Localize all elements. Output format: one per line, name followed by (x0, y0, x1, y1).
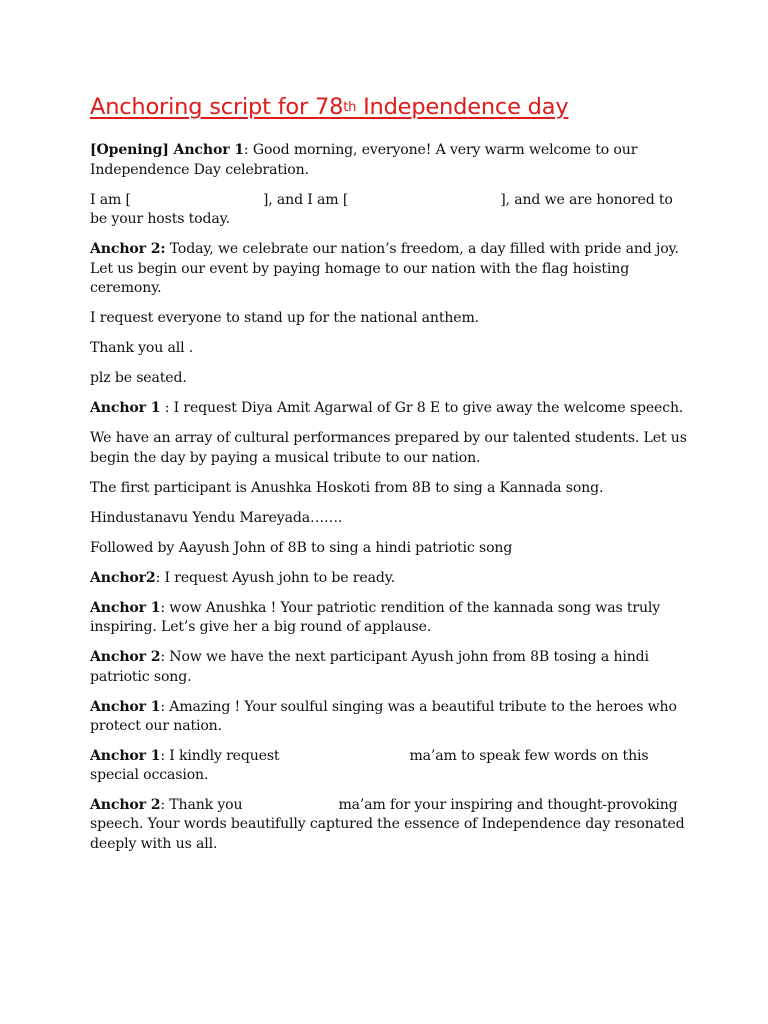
paragraph-followed-by: Followed by Aayush John of 8B to sing a hindi patriotic song (90, 539, 513, 556)
paragraph-text: : Now we have the next participant Ayush john from 8B tosing a hindi patriotic song. (90, 649, 649, 685)
speaker-label: Anchor 1 (90, 747, 161, 764)
speaker-label: Anchor 1 (90, 599, 161, 616)
title-main: Anchoring script for 78 (90, 94, 344, 120)
paragraph-text: : I request Ayush john to be ready. (155, 569, 395, 586)
paragraph-text: I am [ (90, 191, 131, 208)
title-superscript: th (343, 100, 357, 115)
paragraph-welcome-speech (90, 399, 690, 419)
paragraph-seated: plz be seated. (90, 370, 187, 386)
document-body (90, 141, 690, 865)
paragraph-thanks: Thank you all . (90, 340, 194, 356)
paragraph-anchor2-ready (90, 569, 690, 589)
speaker-label: Anchor 1 (90, 698, 161, 715)
paragraph-opening (90, 141, 690, 180)
speaker-label: Anchor2 (90, 569, 156, 586)
speaker-label: Anchor 2 (90, 649, 161, 665)
speaker-label: [Opening] Anchor 1 (90, 142, 244, 158)
paragraph-text: : Good morning, everyone! A very warm welcome to our Independence Day celebration. (90, 142, 638, 178)
paragraph-anthem: I request everyone to stand up for the national anthem. (90, 310, 479, 326)
paragraph-first-participant: The first participant is Anushka Hoskoti from 8B to sing a Kannada song. (90, 479, 604, 496)
paragraph-text: : wow Anushka ! Your patriotic rendition of the kannada song was truly inspiring. Let’s give her a big round of applause. (90, 599, 661, 635)
document-title (90, 94, 568, 120)
paragraph-anchor1-request (90, 747, 690, 786)
paragraph-text: ], and we are honored to be your hosts today. (90, 191, 673, 227)
paragraph-text: : I kindly request (160, 747, 280, 764)
paragraph-cultural: We have an array of cultural performances prepared by our talented students. Let us begin the day by paying a musical tribute to our nation. (90, 430, 687, 466)
paragraph-anchor2-intro (90, 240, 690, 299)
paragraph-text: : Amazing ! Your soulful singing was a beautiful tribute to the heroes who protect our nation. (90, 698, 677, 734)
speaker-label: Anchor 2 (90, 796, 161, 813)
paragraph-text: : I request Diya Amit Agarwal of Gr 8 E to give away the welcome speech. (160, 400, 684, 416)
title-rest: Independence day (356, 94, 569, 120)
paragraph-hosts (90, 191, 690, 230)
paragraph-anchor2-next (90, 648, 690, 687)
paragraph-song-title: Hindustanavu Yendu Mareyada……. (90, 509, 343, 526)
paragraph-anchor1-wow (90, 599, 690, 638)
speaker-label: Anchor 2: (90, 241, 166, 257)
speaker-label: Anchor 1 (90, 400, 161, 416)
paragraph-anchor1-amazing (90, 698, 690, 737)
paragraph-text: ], and I am [ (262, 191, 349, 208)
paragraph-anchor2-thank-you (90, 796, 690, 855)
paragraph-text: : Thank you (160, 796, 243, 813)
paragraph-text: ma’am to speak few words on this special occasion. (90, 747, 649, 783)
paragraph-text: ma’am for your inspiring and thought-provoking speech. Your words beautifully captured the essence of Independence day resonated deeply with us all. (90, 796, 685, 852)
paragraph-text: Today, we celebrate our nation’s freedom, a day filled with pride and joy. Let us begin our event by paying homage to our nation with the flag hoisting ceremony. (90, 241, 679, 296)
